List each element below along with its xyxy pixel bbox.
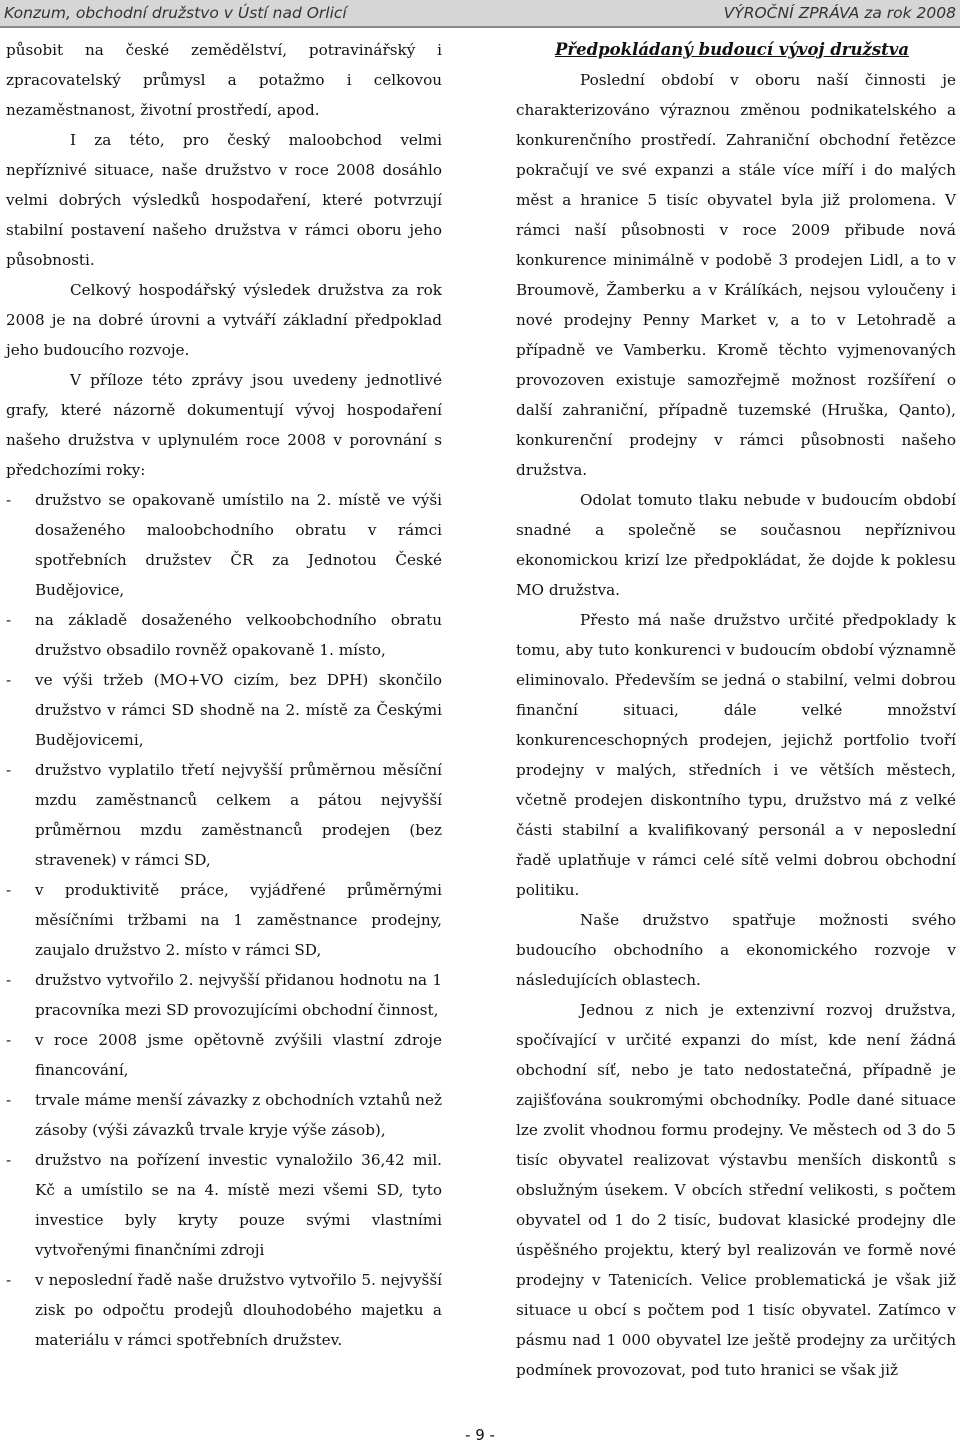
paragraph: Odolat tomuto tlaku nebude v budoucím období snadné a společně se současnou nepříznivou ekonomickou krizí lze předpokládat, že dojde k poklesu MO družstva. [516, 491, 956, 599]
dash-marker: - [6, 671, 12, 689]
list-item-text: ve výši tržeb (MO+VO cizím, bez DPH) skončilo družstvo v rámci SD shodně na 2. místě za Českými Budějovicemi, [35, 671, 442, 749]
dash-marker: - [6, 971, 12, 989]
list-item [6, 605, 442, 665]
list-item-text: v neposlední řadě naše družstvo vytvořilo 5. nejvyšší zisk po odpočtu prodejů dlouhodobého majetku a materiálu v rámci spotřebních družstev. [35, 1271, 442, 1349]
dash-marker: - [6, 1271, 12, 1289]
list-item [6, 485, 442, 605]
dash-marker: - [6, 1031, 12, 1049]
paragraph: Celkový hospodářský výsledek družstva za rok 2008 je na dobré úrovni a vytváří základní předpoklad jeho budoucího rozvoje. [6, 281, 442, 359]
list-item-text: na základě dosaženého velkoobchodního obratu družstvo obsadilo rovněž opakovaně 1. místo, [35, 611, 442, 659]
dash-marker: - [6, 881, 12, 899]
right-column [516, 35, 956, 1385]
page-header [0, 0, 960, 28]
paragraph: I za této, pro český maloobchod velmi nepříznivé situace, naše družstvo v roce 2008 dosáhlo velmi dobrých výsledků hospodaření, které potvrzují stabilní postavení našeho družstva v rámci oboru jeho působnosti. [6, 131, 442, 269]
paragraph: Poslední období v oboru naší činnosti je charakterizováno výraznou změnou podnikatelského a konkurenčního prostředí. Zahraniční obchodní řetězce pokračují ve své expanzi a stále více míří i do malých měst a hranice 5 tisíc obyvatel byla již prolomena. V rámci naší působnosti v roce 2009 přibude nová konkurence minimálně v podobě 3 prodejen Lidl, a to v Broumově, Žamberku a v Králíkách, nejsou vyloučeny i nové prodejny Penny Market v, a to v Letohradě a případně ve Vamberku. Kromě těchto vyjmenovaných provozoven existuje samozřejmě možnost rozšíření o další zahraniční, případně tuzemské (Hruška, Qanto), konkurenční prodejny v rámci působnosti našeho družstva. [516, 71, 956, 479]
list-item [6, 875, 442, 965]
list-item-text: družstvo vytvořilo 2. nejvyšší přidanou hodnotu na 1 pracovníka mezi SD provozujícími obchodní činnost, [35, 971, 442, 1019]
list-item-text: trvale máme menší závazky z obchodních vztahů než zásoby (výši závazků trvale kryje výše zásob), [35, 1091, 442, 1139]
list-item-text: v roce 2008 jsme opětovně zvýšili vlastní zdroje financování, [35, 1031, 442, 1079]
dash-marker: - [6, 1091, 12, 1109]
dash-marker: - [6, 761, 12, 779]
list-item [6, 755, 442, 875]
list-item [6, 665, 442, 755]
paragraph: působit na české zemědělství, potravinářský i zpracovatelský průmysl a potažmo i celkovou nezaměstnanost, životní prostředí, apod. [6, 41, 442, 119]
dash-marker: - [6, 611, 12, 629]
dash-marker: - [6, 491, 12, 509]
list-item [6, 1025, 442, 1085]
list-item [6, 1085, 442, 1145]
list-item [6, 965, 442, 1025]
paragraph: Naše družstvo spatřuje možnosti svého budoucího obchodního a ekonomického rozvoje v následujících oblastech. [516, 911, 956, 989]
list-item-text: v produktivitě práce, vyjádřené průměrnými měsíčními tržbami na 1 zaměstnance prodejny, zaujalo družstvo 2. místo v rámci SD, [35, 881, 442, 959]
page-number: - 9 - [465, 1426, 495, 1444]
list-item [6, 1265, 442, 1355]
bullet-list [6, 485, 442, 1355]
list-item-text: družstvo vyplatilo třetí nejvyšší průměrnou měsíční mzdu zaměstnanců celkem a pátou nejvyšší průměrnou mzdu zaměstnanců prodejen (bez stravenek) v rámci SD, [35, 761, 442, 869]
dash-marker: - [6, 1151, 12, 1169]
section-heading: Předpokládaný budoucí vývoj družstva [554, 40, 910, 59]
paragraph: V příloze této zprávy jsou uvedeny jednotlivé grafy, které názorně dokumentují vývoj hospodaření našeho družstva v uplynulém roce 2008 v porovnání s předchozími roky: [6, 371, 442, 479]
list-item-text: družstvo na pořízení investic vynaložilo 36,42 mil. Kč a umístilo se na 4. místě mezi všemi SD, tyto investice byly kryty pouze svými vlastními vytvořenými finančními zdroji [35, 1151, 442, 1259]
paragraph: Jednou z nich je extenzivní rozvoj družstva, spočívající v určité expanzi do míst, kde není žádná obchodní síť, nebo je tato nedostatečná, případně je zajišťována soukromými obchodníky. Podle dané situace lze zvolit vhodnou formu prodejny. Ve městech od 3 do 5 tisíc obyvatel realizovat výstavbu menších diskontů s obslužným úsekem. V obcích střední velikosti, s počtem obyvatel od 1 do 2 tisíc, budovat klasické prodejny dle úspěšného projektu, který byl realizován ve formě nové prodejny v Tatenicích. Velice problematická je však již situace u obcí s počtem pod 1 tisíc obyvatel. Zatímco v pásmu nad 1 000 obyvatel lze ještě prodejny za určitých podmínek provozovat, pod tuto hranici se však již [516, 1001, 956, 1379]
header-organization: Konzum, obchodní družstvo v Ústí nad Orlicí [4, 4, 347, 22]
paragraph: Přesto má naše družstvo určité předpoklady k tomu, aby tuto konkurenci v budoucím období významně eliminovalo. Především se jedná o stabilní, velmi dobrou finanční situaci, dále velké množství konkurenceschopných prodejen, jejichž portfolio tvoří prodejny v malých, středních i ve větších městech, včetně prodejen diskontního typu, družstvo má z velké části stabilní a kvalifikovaný personál a v neposlední řadě uplatňuje v rámci celé sítě velmi dobrou obchodní politiku. [516, 611, 956, 899]
list-item [6, 1145, 442, 1265]
left-column [6, 35, 442, 1355]
list-item-text: družstvo se opakovaně umístilo na 2. místě ve výši dosaženého maloobchodního obratu v rámci spotřebních družstev ČR za Jednotou České Budějovice, [35, 491, 442, 599]
header-report-title: VÝROČNÍ ZPRÁVA za rok 2008 [723, 4, 956, 22]
